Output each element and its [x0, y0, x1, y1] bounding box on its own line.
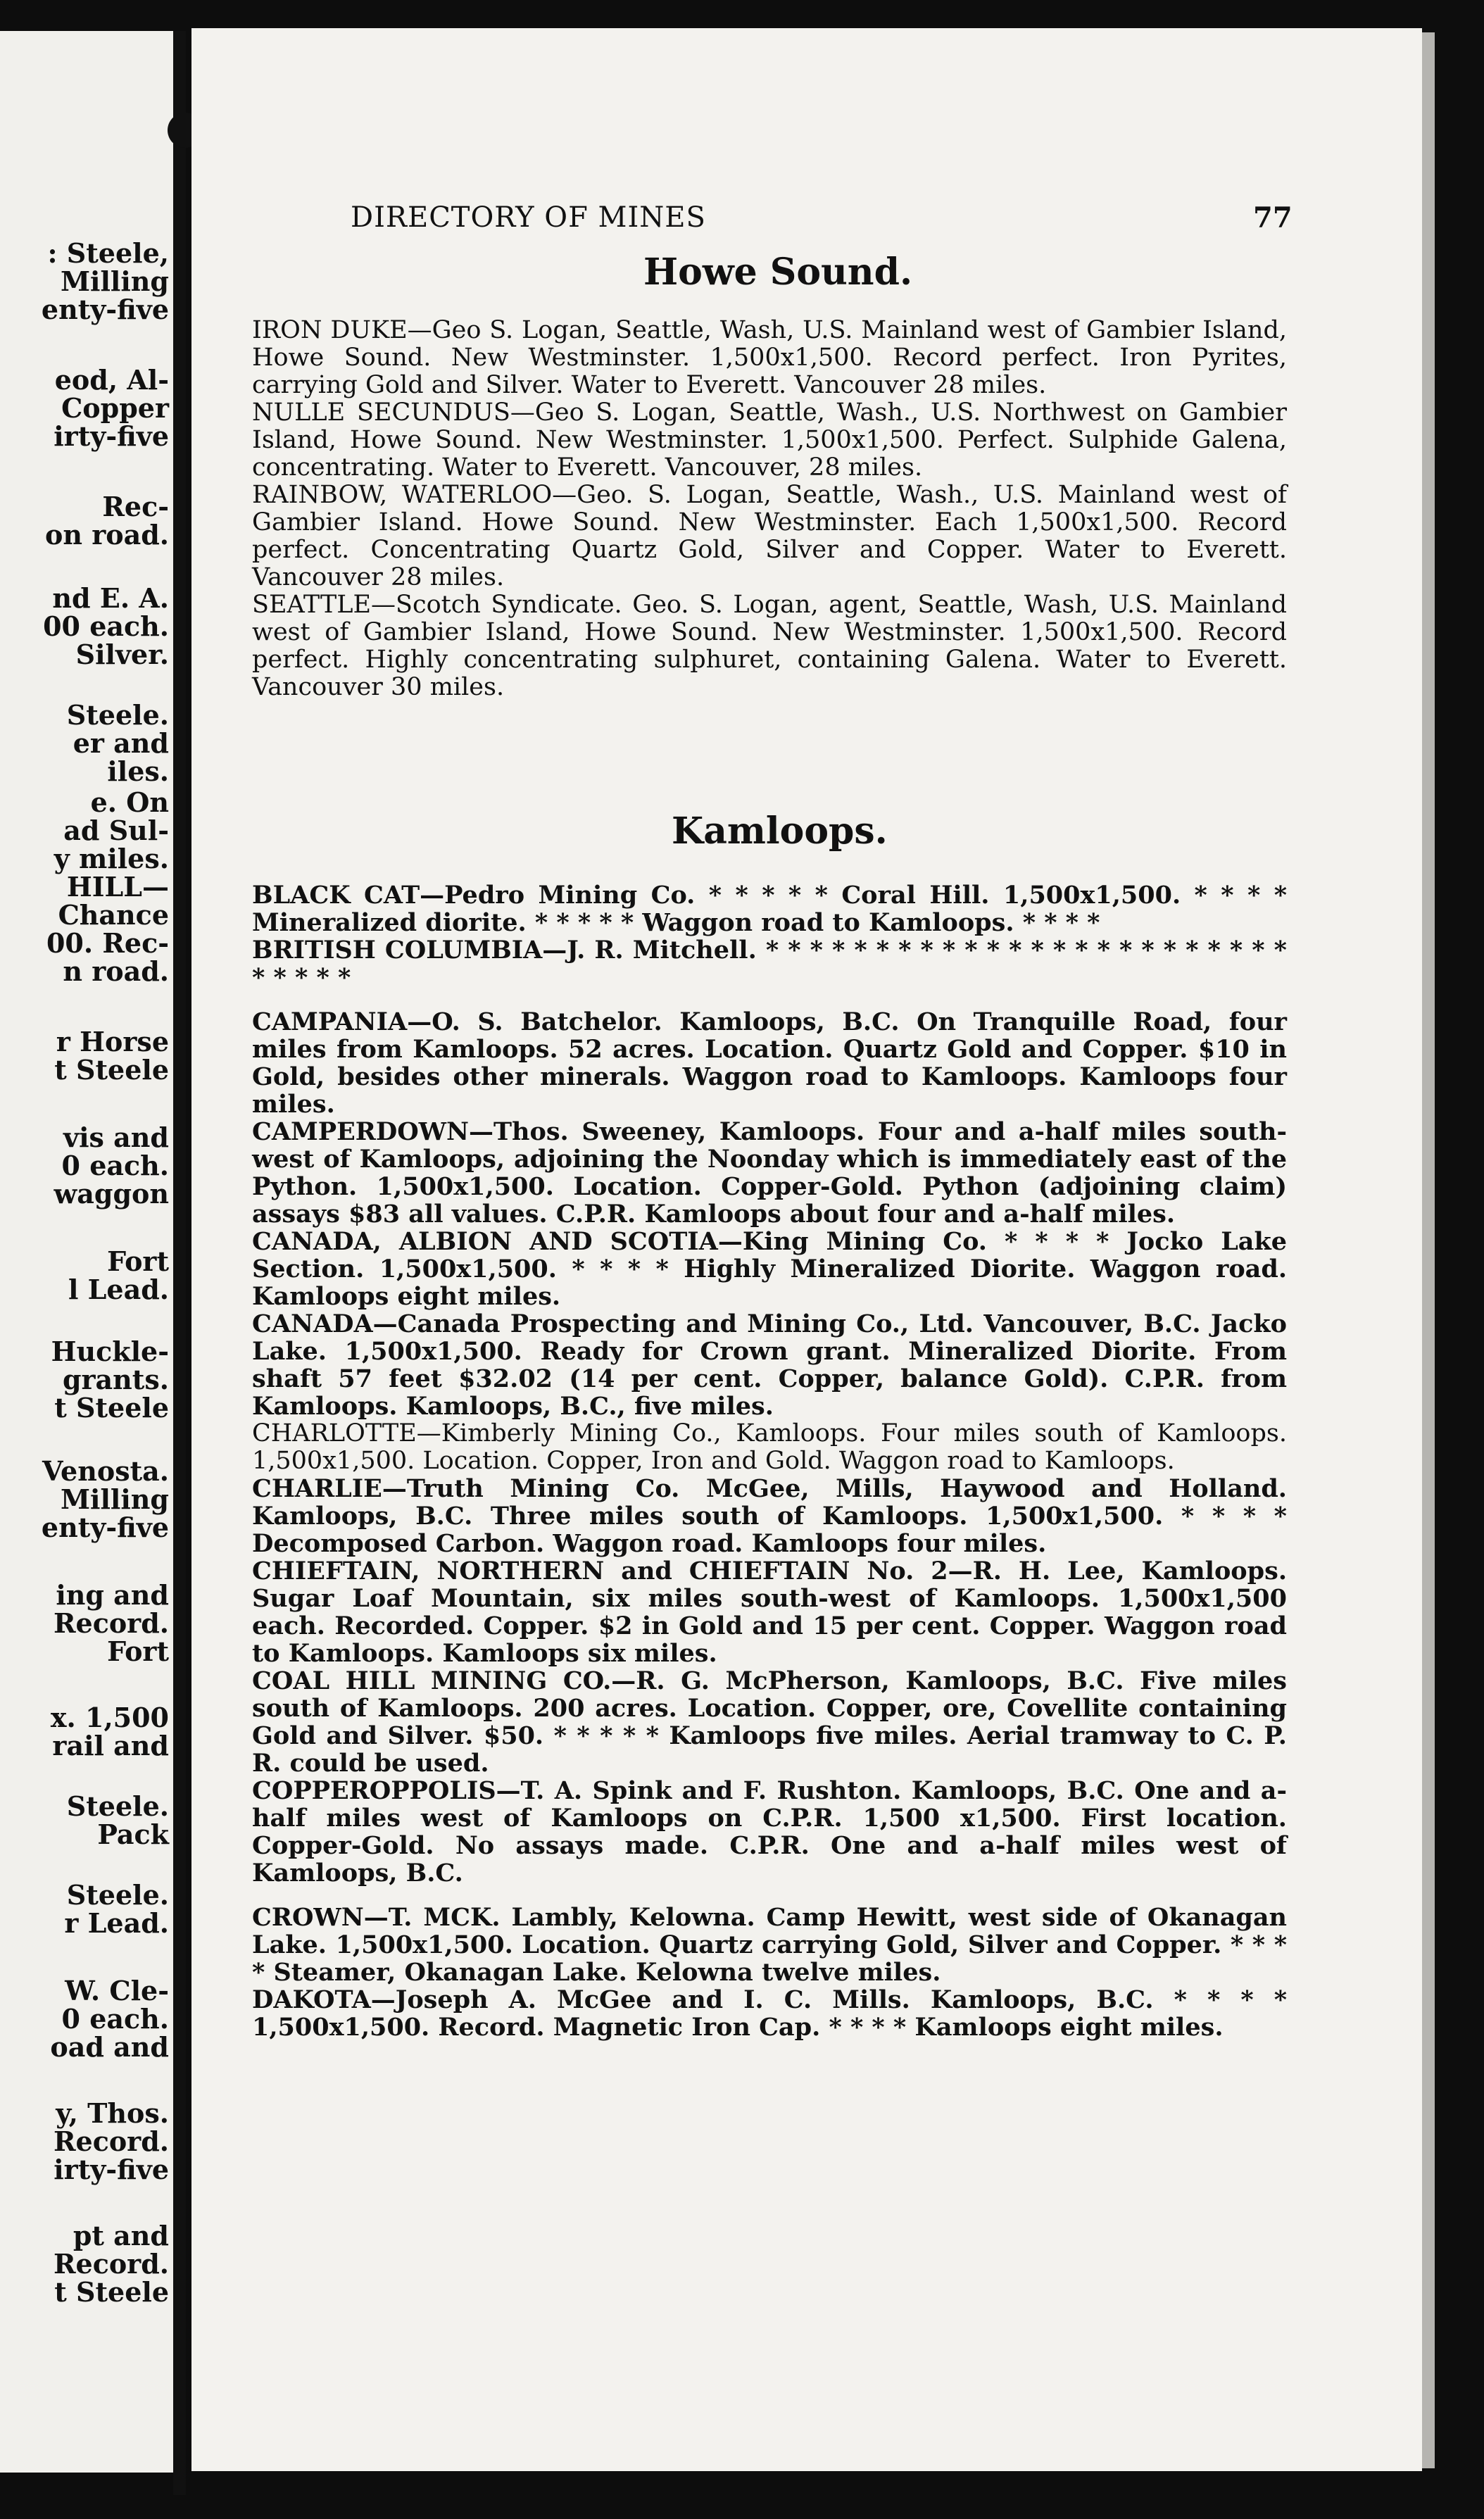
left-page-fragment: x. 1,500	[50, 1702, 169, 1733]
left-page-fragment: 00 each.	[43, 610, 169, 642]
left-page-fragment: Milling	[60, 1483, 169, 1515]
left-page-fragment: Huckle-	[51, 1336, 169, 1367]
left-page-fragment: t Steele	[54, 1392, 169, 1424]
left-page-fragment: pt and	[73, 2220, 169, 2251]
left-page-fragment: Fort	[107, 1245, 169, 1277]
left-page-fragment: nd E. A.	[52, 582, 169, 614]
section-title-kamloops: Kamloops.	[672, 810, 888, 853]
entry-rainbow-waterloo: RAINBOW, WATERLOO—Geo. S. Logan, Seattle, Wash., U.S. Mainland west of Gambier Island. Howe Sound. New Westminster. Each 1,500x1,500. Record perfect. Concentrating Quartz Gold, Silver and Copper. Water to Everett. Vancouver 28 miles.	[252, 481, 1287, 591]
entry-black-cat: BLACK CAT—Pedro Mining Co. * * * * * Coral Hill. 1,500x1,500. * * * * Mineralized diorite. * * * * * Waggon road to Kamloops. * * * *	[252, 881, 1287, 937]
entry-camperdown: CAMPERDOWN—Thos. Sweeney, Kamloops. Four and a-half miles south-west of Kamloops, adjoining the Noonday which is immediately east of the Python. 1,500x1,500. Location. Copper-Gold. Python (adjoining claim) assays $83 all values. C.P.R. Kamloops about four and a-half miles.	[252, 1117, 1287, 1229]
entry-copperoppolis: COPPEROPPOLIS—T. A. Spink and F. Rushton. Kamloops, B.C. One and a-half miles west of Kamloops on C.P.R. 1,500 x1,500. First location. Copper-Gold. No assays made. C.P.R. One and a-half miles west of Kamloops, B.C.	[252, 1776, 1287, 1887]
left-page-fragment: rail and	[52, 1730, 169, 1761]
left-page-fragment: ing and	[56, 1579, 169, 1611]
entry-dakota: DAKOTA—Joseph A. McGee and I. C. Mills. Kamloops, B.C. * * * * 1,500x1,500. Record. Magnetic Iron Cap. * * * * Kamloops eight miles.	[252, 1985, 1287, 2042]
entry-charlotte: CHARLOTTE—Kimberly Mining Co., Kamloops. Four miles south of Kamloops. 1,500x1,500. Location. Copper, Iron and Gold. Waggon road to Kamloops.	[252, 1419, 1287, 1475]
left-page-fragment: er and	[73, 727, 169, 759]
left-page-fragment: 0 each.	[61, 1150, 169, 1181]
left-page-fragment: grants.	[62, 1364, 169, 1395]
left-page-fragment: e. On	[90, 786, 169, 818]
left-page-fragment: enty-five	[41, 1512, 169, 1543]
left-page-fragment: eod, Al-	[54, 364, 169, 396]
entry-campania: CAMPANIA—O. S. Batchelor. Kamloops, B.C. On Tranquille Road, four miles from Kamloops. 52 acres. Location. Quartz Gold and Copper. $10 in Gold, besides other minerals. Waggon road to Kamloops. Kamloops four miles.	[252, 1007, 1287, 1119]
entry-iron-duke: IRON DUKE—Geo S. Logan, Seattle, Wash, U.S. Mainland west of Gambier Island, Howe Sound. New Westminster. 1,500x1,500. Record perfect. Iron Pyrites, carrying Gold and Silver. Water to Everett. Vancouver 28 miles.	[252, 316, 1287, 399]
entry-canada: CANADA—Canada Prospecting and Mining Co., Ltd. Vancouver, B.C. Jacko Lake. 1,500x1,500. Ready for Crown grant. Mineralized Diorite. From shaft 57 feet $32.02 (14 per cent. Copper, balance Gold). C.P.R. from Kamloops. Kamloops, B.C., five miles.	[252, 1309, 1287, 1421]
page-gutter	[173, 31, 186, 2495]
left-page-fragment: HILL—	[66, 871, 169, 903]
page-edge-shadow	[1422, 32, 1435, 2468]
left-page-fragment: : Steele,	[47, 237, 169, 269]
left-page-fragment: 00. Rec-	[46, 927, 169, 959]
left-page-fragment: 0 each.	[61, 2003, 169, 2035]
left-page-fragment: y miles.	[54, 843, 169, 874]
left-page-fragment: n road.	[63, 955, 169, 987]
left-page-fragment: oad and	[50, 2031, 169, 2063]
left-page-fragment: ad Sul-	[63, 815, 169, 846]
left-page-fragment: Pack	[97, 1818, 169, 1850]
left-page-fragment: iles.	[107, 755, 169, 787]
entry-coal-hill: COAL HILL MINING CO.—R. G. McPherson, Kamloops, B.C. Five miles south of Kamloops. 200 acres. Location. Copper, ore, Covellite containing Gold and Silver. $50. * * * * * Kamloops five miles. Aerial tramway to C. P. R. could be used.	[252, 1666, 1287, 1778]
running-head: DIRECTORY OF MINES	[351, 201, 706, 234]
entry-charlie: CHARLIE—Truth Mining Co. McGee, Mills, Haywood and Holland. Kamloops, B.C. Three miles south of Kamloops. 1,500x1,500. * * * * Decomposed Carbon. Waggon road. Kamloops four miles.	[252, 1474, 1287, 1558]
left-page-fragment: Copper	[61, 392, 169, 424]
left-page-fragment: W. Cle-	[65, 1975, 169, 2006]
kamloops-entries	[252, 881, 1287, 2041]
left-page-fragment: Record.	[53, 2248, 169, 2280]
entry-seattle: SEATTLE—Scotch Syndicate. Geo. S. Logan, agent, Seattle, Wash, U.S. Mainland west of Gambier Island, Howe Sound. New Westminster. 1,500x1,500. Record perfect. Highly concentrating sulphuret, containing Galena. Water to Everett. Vancouver 30 miles.	[252, 591, 1287, 701]
entry-british-columbia: BRITISH COLUMBIA—J. R. Mitchell. * * * * * * * * * * * * * * * * * * * * * * * * * * * * *	[252, 936, 1287, 992]
left-page-fragment: l Lead.	[68, 1274, 169, 1305]
left-page-fragment: t Steele	[54, 2276, 169, 2308]
left-page-fragment: waggon	[54, 1178, 169, 1210]
entry-nulle-secundus: NULLE SECUNDUS—Geo S. Logan, Seattle, Wash., U.S. Northwest on Gambier Island, Howe Sound. New Westminster. 1,500x1,500. Perfect. Sulphide Galena, concentrating. Water to Everett. Vancouver, 28 miles.	[252, 398, 1287, 482]
left-page-fragment: Steele.	[66, 1790, 169, 1822]
left-page-fragment: Chance	[58, 899, 169, 931]
left-page-fragment: irty-five	[54, 2154, 169, 2185]
left-page-fragment: Record.	[53, 1607, 169, 1639]
left-page-fragment: Silver.	[75, 639, 169, 670]
left-page-fragment: r Horse	[56, 1026, 169, 1057]
left-page-fragment: on road.	[45, 519, 169, 551]
left-page-fragment: t Steele	[54, 1054, 169, 1086]
left-page-fragment: Fort	[107, 1635, 169, 1667]
left-page-fragment: Milling	[60, 265, 169, 297]
left-page-fragment: enty-five	[41, 294, 169, 325]
section-title-howe-sound: Howe Sound.	[643, 251, 913, 294]
left-page-fragment: Steele.	[66, 1879, 169, 1911]
entry-canada-albion-scotia: CANADA, ALBION AND SCOTIA—King Mining Co. * * * * Jocko Lake Section. 1,500x1,500. * * * * Highly Mineralized Diorite. Waggon road. Kamloops eight miles.	[252, 1227, 1287, 1311]
left-page-fragment: Rec-	[102, 491, 169, 522]
entry-chieftain: CHIEFTAIN, NORTHERN and CHIEFTAIN No. 2—R. H. Lee, Kamloops. Sugar Loaf Mountain, six miles south-west of Kamloops. 1,500x1,500 each. Recorded. Copper. $2 in Gold and 15 per cent. Copper. Waggon road to Kamloops. Kamloops six miles.	[252, 1557, 1287, 1668]
left-page-fragment: Steele.	[66, 699, 169, 731]
left-page-fragment: Record.	[53, 2125, 169, 2157]
howe-sound-entries	[252, 317, 1287, 701]
entry-crown: CROWN—T. MCK. Lambly, Kelowna. Camp Hewitt, west side of Okanagan Lake. 1,500x1,500. Location. Quartz carrying Gold, Silver and Copper. * * * * Steamer, Okanagan Lake. Kelowna twelve miles.	[252, 1903, 1287, 1987]
left-page-fragment: r Lead.	[64, 1907, 169, 1939]
left-page-fragment: Venosta.	[42, 1455, 169, 1487]
left-page-fragment: vis and	[63, 1122, 169, 1153]
page-number: 77	[1253, 201, 1293, 234]
left-page-fragment: irty-five	[54, 420, 169, 452]
left-page-fragment: y, Thos.	[56, 2097, 169, 2129]
left-facing-page	[0, 31, 182, 2473]
